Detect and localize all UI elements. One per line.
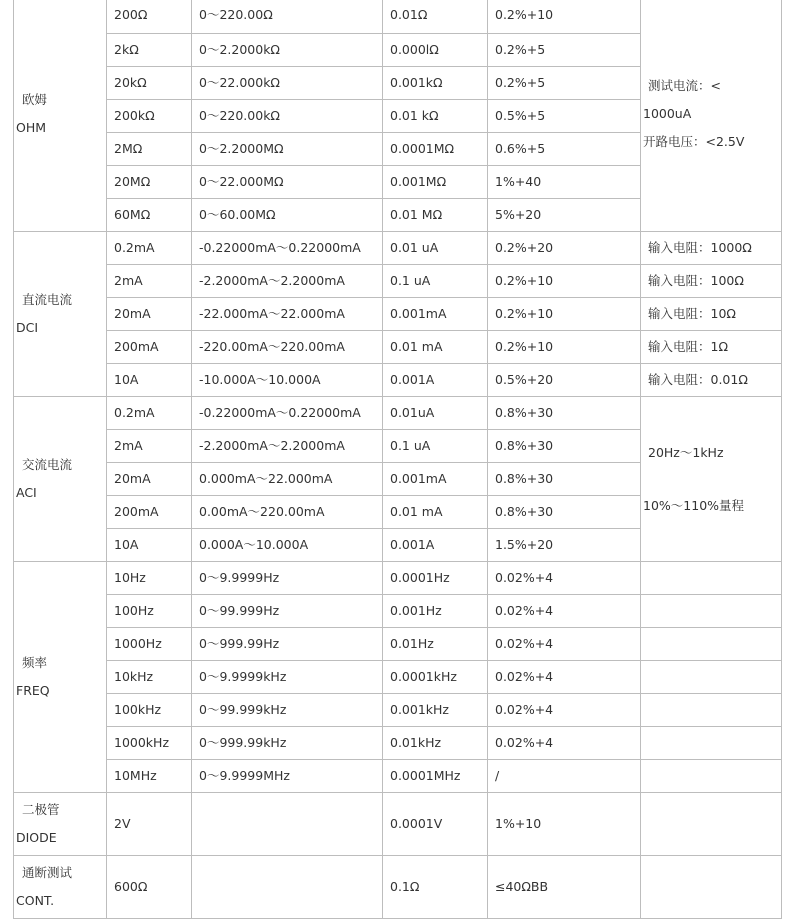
table-row [14,694,782,727]
range-cell: 2V [107,793,192,856]
note-cell: 输入电阻：10Ω [641,298,782,331]
category-name-zh: 通断测试 [22,865,73,880]
range-cell: 10A [107,529,192,562]
note-cell [641,628,782,661]
note-cell [641,397,782,562]
resolution-cell: 0.001Hz [383,595,488,628]
range-cell: 2MΩ [107,133,192,166]
table-row [14,856,782,919]
resolution-cell: 0.001A [383,364,488,397]
range-cell: 20mA [107,463,192,496]
accuracy-cell: 5%+20 [488,199,641,232]
span-cell: 0～9.9999MHz [192,760,383,793]
resolution-cell: 0.001A [383,529,488,562]
table-row [14,298,782,331]
span-cell: 0～22.000MΩ [192,166,383,199]
resolution-cell: 0.000lΩ [383,34,488,67]
range-cell: 20mA [107,298,192,331]
span-cell [192,793,383,856]
range-cell: 20MΩ [107,166,192,199]
accuracy-cell: ≤40ΩBB [488,856,641,919]
range-cell: 0.2mA [107,232,192,265]
category-cell [14,232,107,397]
span-cell: -2.2000mA～2.2000mA [192,265,383,298]
resolution-cell: 0.0001Hz [383,562,488,595]
span-cell: 0～220.00kΩ [192,100,383,133]
accuracy-cell: 0.02%+4 [488,628,641,661]
range-cell: 10kHz [107,661,192,694]
table-row [14,364,782,397]
accuracy-cell: 0.2%+10 [488,265,641,298]
range-cell: 10A [107,364,192,397]
span-cell: 0.000A～10.000A [192,529,383,562]
note-text: 测试电流：< [648,77,721,93]
resolution-cell: 0.01kHz [383,727,488,760]
note-text: 20Hz～1kHz [648,444,724,460]
accuracy-cell: 0.02%+4 [488,727,641,760]
accuracy-cell: 0.2%+5 [488,34,641,67]
resolution-cell: 0.01 kΩ [383,100,488,133]
table-row [14,397,782,430]
accuracy-cell: 0.2%+20 [488,232,641,265]
range-cell: 0.2mA [107,397,192,430]
range-cell: 100kHz [107,694,192,727]
table-row [14,232,782,265]
range-cell: 2mA [107,265,192,298]
resolution-cell: 0.0001MHz [383,760,488,793]
accuracy-cell: 0.02%+4 [488,562,641,595]
note-cell [641,727,782,760]
resolution-cell: 0.1 uA [383,265,488,298]
note-text: 1000uA [643,105,692,121]
note-cell [641,0,782,232]
accuracy-cell: 0.2%+5 [488,67,641,100]
accuracy-cell: 0.5%+5 [488,100,641,133]
span-cell: 0～999.99Hz [192,628,383,661]
accuracy-cell: 0.2%+10 [488,0,641,34]
span-cell: 0～220.00Ω [192,0,383,34]
span-cell: 0.000mA～22.000mA [192,463,383,496]
span-cell: -220.00mA～220.00mA [192,331,383,364]
resolution-cell: 0.0001MΩ [383,133,488,166]
span-cell: 0～2.2000MΩ [192,133,383,166]
category-name-en: DCI [16,320,39,335]
category-name-zh: 频率 [22,655,48,670]
range-cell: 20kΩ [107,67,192,100]
resolution-cell: 0.001mA [383,298,488,331]
accuracy-cell: 0.2%+10 [488,298,641,331]
note-cell: 输入电阻：1000Ω [641,232,782,265]
category-name-en: DIODE [16,830,57,845]
category-cell [14,793,107,856]
range-cell: 200mA [107,331,192,364]
note-cell [641,661,782,694]
span-cell: 0～99.999Hz [192,595,383,628]
resolution-cell: 0.01 uA [383,232,488,265]
range-cell: 200mA [107,496,192,529]
table-row [14,661,782,694]
category-name-en: ACI [16,485,37,500]
note-cell: 输入电阻：100Ω [641,265,782,298]
note-cell [641,595,782,628]
span-cell: -10.000A～10.000A [192,364,383,397]
note-cell [641,760,782,793]
accuracy-cell: / [488,760,641,793]
category-name-zh: 二极管 [22,802,60,817]
category-cell [14,562,107,793]
accuracy-cell: 0.8%+30 [488,430,641,463]
range-cell: 100Hz [107,595,192,628]
span-cell: 0～2.2000kΩ [192,34,383,67]
span-cell: -22.000mA～22.000mA [192,298,383,331]
resolution-cell: 0.0001V [383,793,488,856]
span-cell: 0～9.9999kHz [192,661,383,694]
table-row [14,562,782,595]
accuracy-cell: 0.02%+4 [488,595,641,628]
table-row [14,265,782,298]
resolution-cell: 0.001MΩ [383,166,488,199]
accuracy-cell: 0.02%+4 [488,661,641,694]
resolution-cell: 0.1Ω [383,856,488,919]
table-row [14,595,782,628]
resolution-cell: 0.1 uA [383,430,488,463]
resolution-cell: 0.01 mA [383,331,488,364]
range-cell: 60MΩ [107,199,192,232]
span-cell: 0～9.9999Hz [192,562,383,595]
table-row [14,760,782,793]
table-row [14,0,782,34]
category-cell [14,856,107,919]
note-cell [641,793,782,856]
category-cell [14,397,107,562]
note-cell [641,562,782,595]
span-cell: -0.22000mA～0.22000mA [192,397,383,430]
span-cell: 0.00mA～220.00mA [192,496,383,529]
resolution-cell: 0.001mA [383,463,488,496]
range-cell: 10Hz [107,562,192,595]
table-row [14,628,782,661]
category-name-en: FREQ [16,683,50,698]
span-cell: 0～999.99kHz [192,727,383,760]
range-cell: 1000Hz [107,628,192,661]
range-cell: 600Ω [107,856,192,919]
range-cell: 2mA [107,430,192,463]
spec-table [13,0,782,919]
range-cell: 200Ω [107,0,192,34]
category-name-zh: 交流电流 [22,457,73,472]
accuracy-cell: 0.5%+20 [488,364,641,397]
accuracy-cell: 0.8%+30 [488,397,641,430]
category-cell [14,0,107,232]
category-name-en: CONT. [16,893,55,908]
accuracy-cell: 1%+10 [488,793,641,856]
resolution-cell: 0.01Ω [383,0,488,34]
span-cell: 0～22.000kΩ [192,67,383,100]
accuracy-cell: 0.6%+5 [488,133,641,166]
range-cell: 2kΩ [107,34,192,67]
note-cell: 输入电阻：1Ω [641,331,782,364]
span-cell: -0.22000mA～0.22000mA [192,232,383,265]
span-cell: -2.2000mA～2.2000mA [192,430,383,463]
accuracy-cell: 0.2%+10 [488,331,641,364]
range-cell: 10MHz [107,760,192,793]
note-text: 开路电压：<2.5V [643,133,745,149]
category-name-zh: 欧姆 [22,91,48,107]
table-row [14,331,782,364]
category-name-en: OHM [16,119,47,135]
accuracy-cell: 0.8%+30 [488,496,641,529]
span-cell: 0～60.00MΩ [192,199,383,232]
accuracy-cell: 0.02%+4 [488,694,641,727]
range-cell: 200kΩ [107,100,192,133]
accuracy-cell: 1%+40 [488,166,641,199]
span-cell [192,856,383,919]
table-row [14,793,782,856]
resolution-cell: 0.001kHz [383,694,488,727]
category-name-zh: 直流电流 [22,292,73,307]
resolution-cell: 0.01 mA [383,496,488,529]
resolution-cell: 0.01 MΩ [383,199,488,232]
note-cell [641,694,782,727]
span-cell: 0～99.999kHz [192,694,383,727]
table-row [14,727,782,760]
accuracy-cell: 0.8%+30 [488,463,641,496]
resolution-cell: 0.01uA [383,397,488,430]
range-cell: 1000kHz [107,727,192,760]
note-cell [641,856,782,919]
resolution-cell: 0.0001kHz [383,661,488,694]
note-cell: 输入电阻：0.01Ω [641,364,782,397]
accuracy-cell: 1.5%+20 [488,529,641,562]
resolution-cell: 0.001kΩ [383,67,488,100]
resolution-cell: 0.01Hz [383,628,488,661]
note-text: 10%～110%量程 [643,497,745,513]
